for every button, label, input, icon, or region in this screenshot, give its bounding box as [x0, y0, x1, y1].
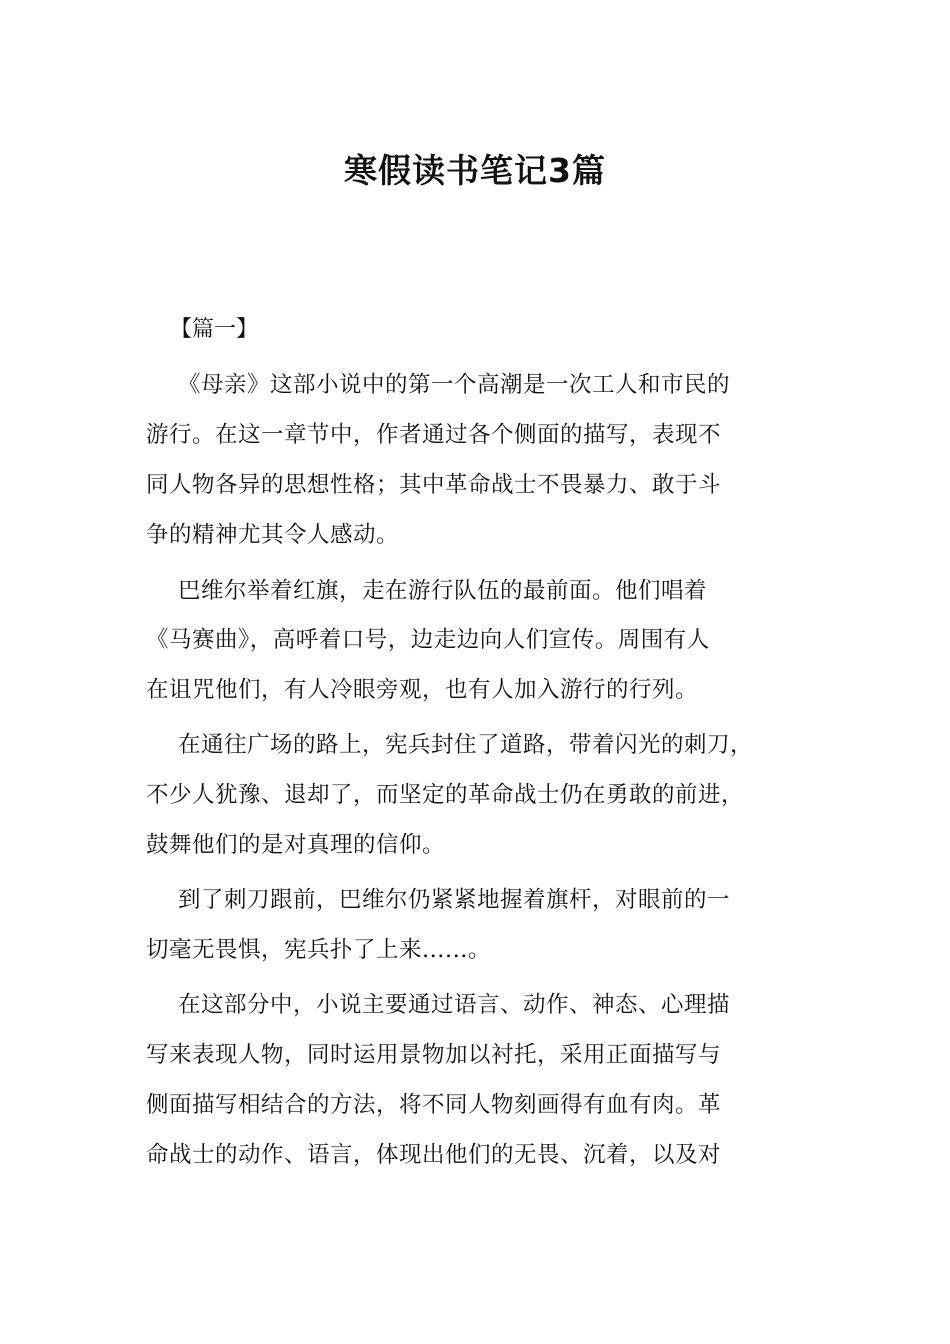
paragraph-line: 《马赛曲》，高呼着口号，边走边向人们宣传。周围有人 — [146, 627, 710, 653]
paragraph-line: 《母亲》这部小说中的第一个高潮是一次工人和市民的 — [178, 372, 731, 398]
document-title: 寒假读书笔记3篇 — [344, 151, 606, 190]
paragraph-line: 写来表现人物，同时运用景物加以衬托，采用正面描写与 — [146, 1042, 722, 1068]
paragraph-line: 争的精神尤其令人感动。 — [146, 522, 400, 548]
paragraph-line: 切毫无畏惧，宪兵扑了上来......。 — [146, 937, 491, 963]
paragraph-line: 不少人犹豫、退却了，而坚定的革命战士仍在勇敢的前进， — [146, 782, 745, 808]
paragraph-line: 同人物各异的思想性格；其中革命战士不畏暴力、敢于斗 — [146, 472, 722, 498]
paragraph-line: 巴维尔举着红旗，走在游行队伍的最前面。他们唱着 — [178, 578, 708, 604]
section-label: 【篇一】 — [170, 317, 259, 342]
paragraph-line: 在通往广场的路上，宪兵封住了道路，带着闪光的刺刀， — [178, 732, 754, 758]
paragraph-line: 鼓舞他们的是对真理的信仰。 — [146, 832, 446, 858]
paragraph-line: 在诅咒他们，有人冷眼旁观，也有人加入游行的行列。 — [146, 677, 699, 703]
paragraph-line: 命战士的动作、语言，体现出他们的无畏、沉着，以及对 — [146, 1142, 722, 1168]
paragraph-line: 到了刺刀跟前，巴维尔仍紧紧地握着旗杆，对眼前的一 — [178, 887, 731, 913]
paragraph-line: 在这部分中，小说主要通过语言、动作、神态、心理描 — [178, 992, 731, 1018]
paragraph-line: 侧面描写相结合的方法，将不同人物刻画得有血有肉。革 — [146, 1092, 722, 1118]
paragraph-line: 游行。在这一章节中，作者通过各个侧面的描写，表现不 — [146, 422, 722, 448]
